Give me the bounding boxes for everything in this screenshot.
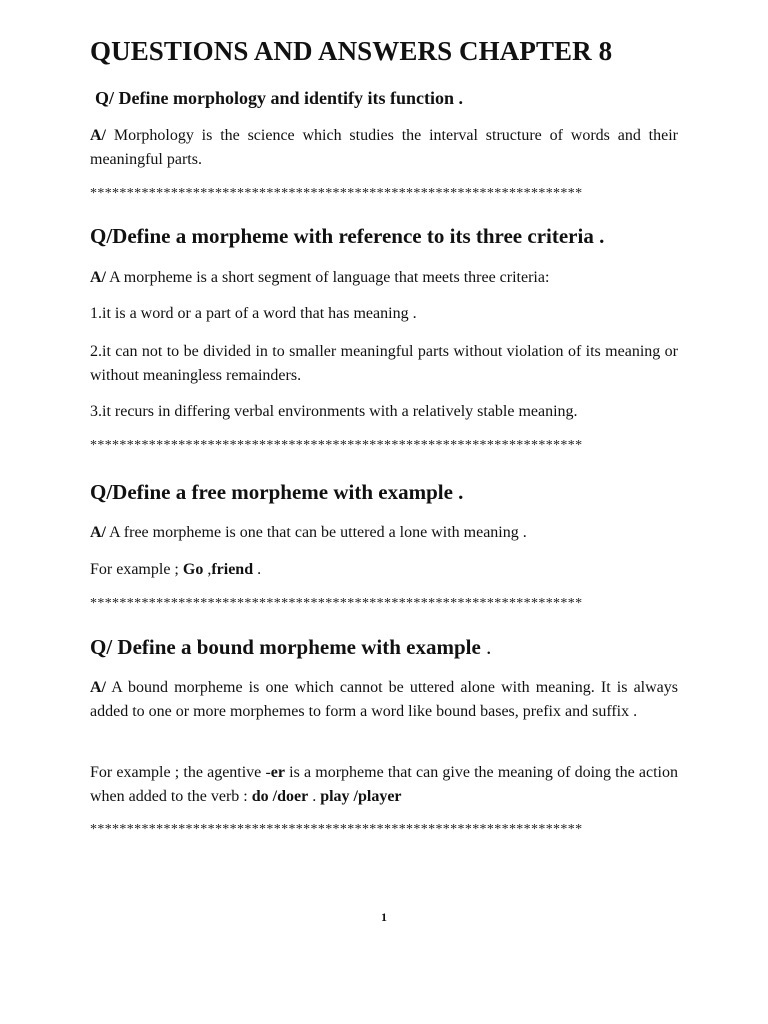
question-2: Q/Define a morpheme with reference to its three criteria . bbox=[90, 224, 605, 248]
question-text: Q/ Define a bound morpheme with example bbox=[90, 635, 481, 659]
example-separator: . bbox=[308, 788, 321, 805]
answer-label: A/ bbox=[90, 269, 106, 286]
answer-text: A bound morpheme is one which cannot be uttered alone with meaning. It is always added to one or more morphemes to form a word like bound bases, prefix and suffix . bbox=[90, 679, 678, 720]
answer-label: A/ bbox=[90, 524, 106, 541]
example-word: Go bbox=[182, 561, 204, 578]
example-prefix: For example ; the agentive - bbox=[90, 764, 271, 781]
example-pair: do /doer bbox=[251, 788, 309, 805]
answer-3 bbox=[90, 521, 678, 545]
question-1: Q/ Define morphology and identify its function . bbox=[95, 88, 464, 108]
criterion-1: 1.it is a word or a part of a word that has meaning . bbox=[90, 305, 417, 322]
example-4 bbox=[90, 761, 678, 809]
answer-2 bbox=[90, 266, 678, 290]
answer-label: A/ bbox=[90, 127, 106, 144]
separator-line: ******************************************************************* bbox=[90, 186, 583, 201]
question-4 bbox=[90, 635, 491, 660]
page-number: 1 bbox=[381, 910, 387, 924]
answer-text: A free morpheme is one that can be uttered a lone with meaning . bbox=[106, 524, 527, 541]
separator-line: ******************************************************************* bbox=[90, 438, 583, 453]
example-word: friend bbox=[211, 561, 254, 578]
example-3 bbox=[90, 558, 678, 582]
answer-1 bbox=[90, 124, 678, 172]
question-end: . bbox=[480, 635, 492, 659]
answer-text: A morpheme is a short segment of language that meets three criteria: bbox=[106, 269, 550, 286]
criterion-3: 3.it recurs in differing verbal environments with a relatively stable meaning. bbox=[90, 403, 578, 420]
document-title: QUESTIONS AND ANSWERS CHAPTER 8 bbox=[90, 36, 613, 66]
example-suffix: . bbox=[253, 561, 262, 578]
answer-4 bbox=[90, 676, 678, 724]
question-3: Q/Define a free morpheme with example . bbox=[90, 480, 464, 504]
example-middle: is a morpheme that can give the meaning of doing the action when added to the verb : bbox=[90, 764, 678, 805]
criterion-2: 2.it can not to be divided in to smaller meaningful parts without violation of its meaning or without meaningless remainders. bbox=[90, 343, 678, 384]
separator-line: ******************************************************************* bbox=[90, 822, 583, 837]
example-pair: play /player bbox=[320, 788, 402, 805]
answer-text: Morphology is the science which studies the interval structure of words and their meaningful parts. bbox=[90, 127, 678, 168]
example-suffix-er: er bbox=[270, 764, 285, 781]
separator-line: ******************************************************************* bbox=[90, 596, 583, 611]
example-separator: , bbox=[203, 561, 212, 578]
answer-label: A/ bbox=[90, 679, 106, 696]
example-prefix: For example ; bbox=[90, 561, 183, 578]
